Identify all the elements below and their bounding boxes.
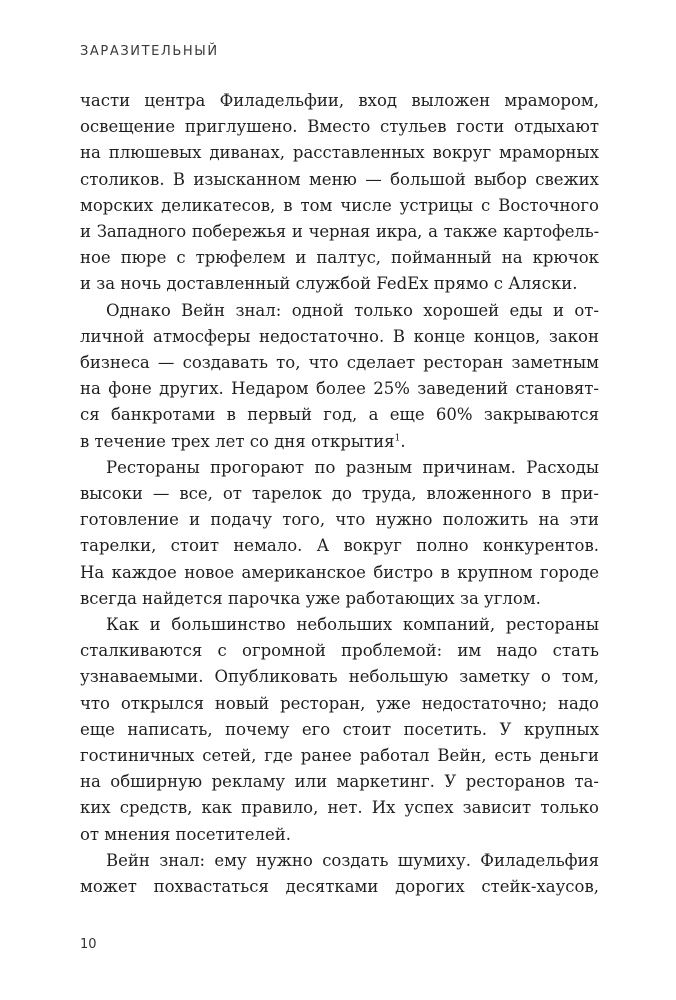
text-line: личной атмосферы недостаточно. В конце концов, закон xyxy=(80,326,599,346)
text-line-content: в течение трех лет со дня открытия xyxy=(80,431,395,451)
text-line: гостиничных сетей, где ранее работал Вейн, есть деньги xyxy=(80,746,599,766)
text-line: На каждое новое американское бистро в крупном городе xyxy=(80,562,599,582)
text-line: тарелки, стоит немало. А вокруг полно конкурентов. xyxy=(80,536,599,556)
text-line: Рестораны прогорают по разным причинам. Расходы xyxy=(106,457,599,477)
text-line: освещение приглушено. Вместо стульев гости отдыхают xyxy=(80,117,599,137)
text-line: всегда найдется парочка уже работающих за углом. xyxy=(80,588,541,608)
text-line: от мнения посетителей. xyxy=(80,824,291,844)
text-line: готовление и подачу того, что нужно положить на эти xyxy=(80,510,599,530)
text-line: части центра Филадельфии, вход выложен мрамором, xyxy=(80,91,599,110)
text-line: ное пюре с трюфелем и палтус, пойманный на крючок xyxy=(80,248,599,268)
text-line: может похвастаться десятками дорогих стейк-хаусов, xyxy=(80,877,599,897)
text-line: на фоне других. Недаром более 25% заведений становят- xyxy=(80,379,599,399)
text-line: Как и большинство небольших компаний, рестораны xyxy=(106,615,599,635)
text-line: бизнеса — создавать то, что сделает ресторан заметным xyxy=(80,353,599,373)
text-line: Вейн знал: ему нужно создать шумиху. Филадельфия xyxy=(106,850,599,870)
footnote-ref[interactable]: 1 xyxy=(394,433,401,444)
text-line: узнаваемыми. Опубликовать небольшую заметку о том, xyxy=(80,667,599,687)
text-line: сталкиваются с огромной проблемой: им надо стать xyxy=(80,641,599,661)
text-line: ких средств, как правило, нет. Их успех зависит только xyxy=(80,798,599,818)
text-line: и за ночь доставленный службой FedEx прямо с Аляски. xyxy=(80,274,578,294)
body-text xyxy=(80,88,599,900)
text-line: в течение трех лет со дня открытия$^1$. xyxy=(80,431,406,451)
text-line: на плюшевых диванах, расставленных вокруг мраморных xyxy=(80,143,599,163)
text-line: и Западного побережья и черная икра, а также картофель- xyxy=(80,222,599,242)
text-line: морских деликатесов, в том числе устрицы с Восточного xyxy=(80,195,599,215)
running-head: ЗАРАЗИТЕЛЬНЫЙ xyxy=(80,44,219,59)
text-line: что открылся новый ресторан, уже недостаточно; надо xyxy=(80,693,599,713)
text-line: столиков. В изысканном меню — большой выбор свежих xyxy=(80,169,599,189)
page-number: 10 xyxy=(80,937,97,952)
text-line: еще написать, почему его стоит посетить. У крупных xyxy=(80,719,599,739)
text-line: высоки — все, от тарелок до труда, вложенного в при- xyxy=(80,484,599,504)
text-line: ся банкротами в первый год, а еще 60% закрываются xyxy=(80,405,599,425)
text-line: на обширную рекламу или маркетинг. У ресторанов та- xyxy=(80,772,599,792)
text-line: Однако Вейн знал: одной только хорошей еды и от- xyxy=(106,300,599,320)
